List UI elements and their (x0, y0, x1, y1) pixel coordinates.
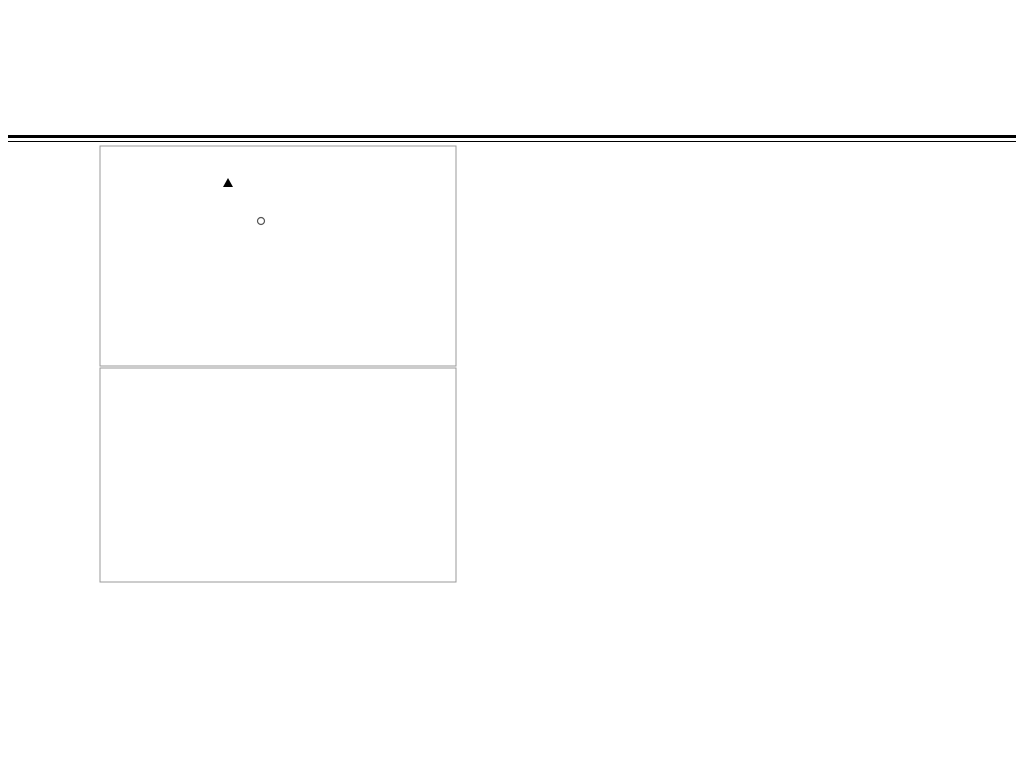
impedance-panel (100, 368, 456, 582)
header-divider-thin (8, 141, 1016, 142)
bottom-panel-frame (100, 368, 456, 582)
top-legend (223, 178, 265, 225)
legend-experiment-marker (223, 178, 233, 187)
peak-positions-panel (100, 146, 456, 366)
top-panel-frame (100, 146, 456, 366)
magnetoimpedance-figure (50, 144, 460, 644)
header-divider-thick (8, 135, 1016, 138)
legend-theory-marker (258, 218, 265, 225)
